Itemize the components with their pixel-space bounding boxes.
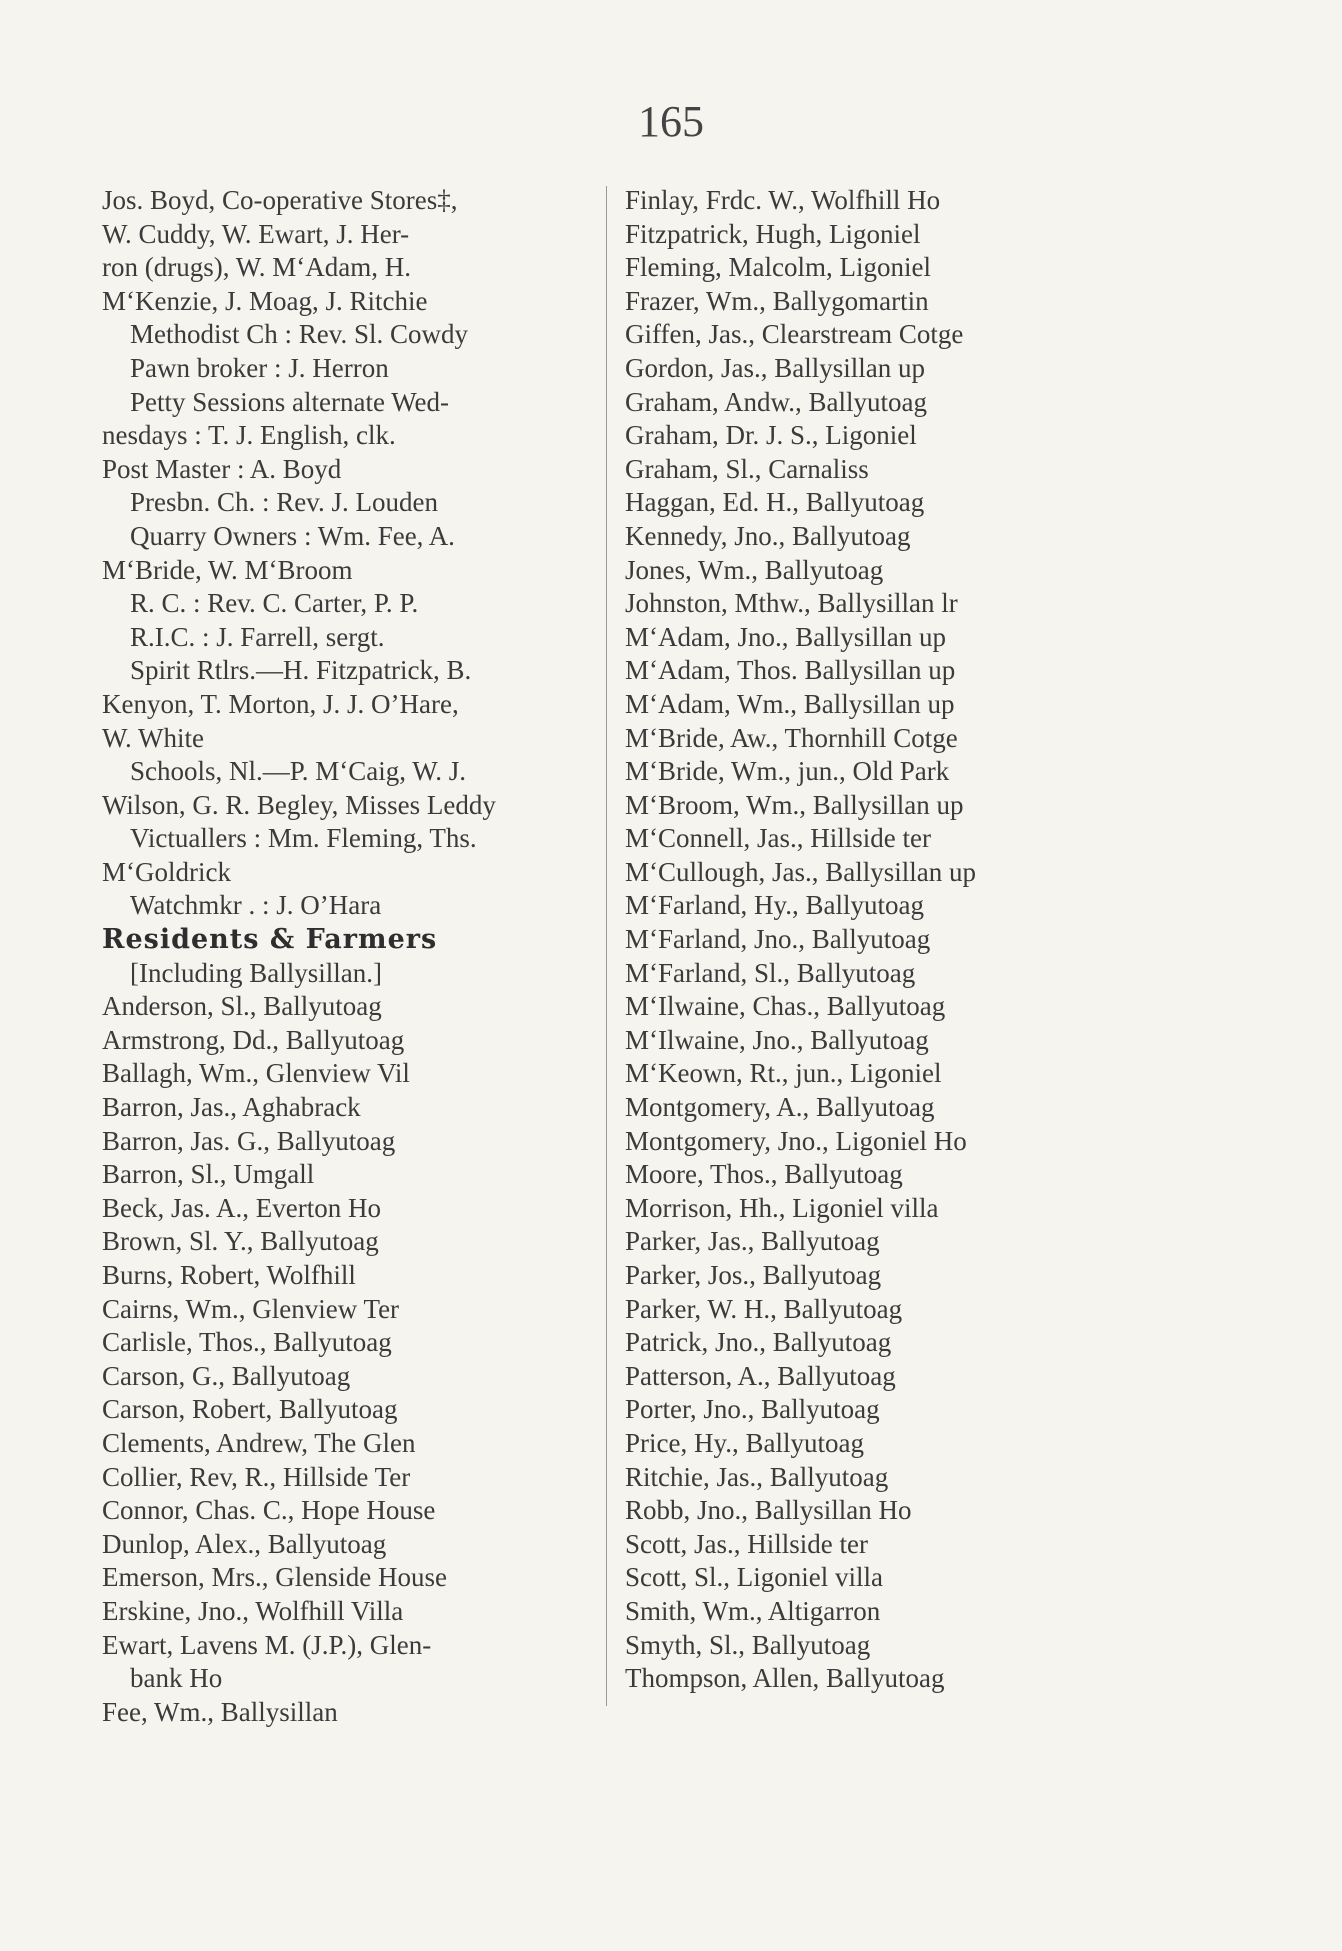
directory-entry-line: Spirit Rtlrs.—H. Fitzpatrick, B.: [130, 655, 472, 686]
directory-entry-line: Jos. Boyd, Co-operative Stores‡,: [102, 185, 458, 215]
resident-entry: Gordon, Jas., Ballysillan up: [625, 352, 925, 383]
directory-entry-line: ron (drugs), W. M‘Adam, H.: [102, 252, 411, 283]
resident-entry: Morrison, Hh., Ligoniel villa: [625, 1192, 939, 1223]
directory-entry-line: Petty Sessions alternate Wed-: [130, 386, 450, 417]
resident-entry: M‘Farland, Hy., Ballyutoag: [625, 890, 924, 921]
directory-entry-line: Kenyon, T. Morton, J. J. O’Hare,: [102, 688, 459, 719]
resident-entry: Moore, Thos., Ballyutoag: [625, 1159, 903, 1190]
resident-entry: Parker, Jos., Ballyutoag: [625, 1260, 882, 1290]
directory-entry-line: Barron, Jas. G., Ballyutoag: [102, 1125, 396, 1156]
directory-entry-line: Connor, Chas. C., Hope House: [102, 1495, 436, 1526]
directory-entry-line: R.I.C. : J. Farrell, sergt.: [130, 621, 385, 652]
resident-entry: Fleming, Malcolm, Ligoniel: [625, 252, 931, 283]
resident-entry: M‘Adam, Thos. Ballysillan up: [625, 655, 956, 686]
resident-entry: M‘Cullough, Jas., Ballysillan up: [625, 856, 976, 887]
resident-entry: M‘Ilwaine, Chas., Ballyutoag: [625, 991, 946, 1022]
directory-entry-line: W. White: [102, 722, 204, 753]
directory-entry-line: [Including Ballysillan.]: [130, 957, 382, 988]
resident-entry: Montgomery, Jno., Ligoniel Ho: [625, 1125, 967, 1156]
directory-entry-line: Burns, Robert, Wolfhill: [102, 1260, 356, 1290]
resident-entry: M‘Keown, Rt., jun., Ligoniel: [625, 1058, 942, 1089]
column-divider: [606, 186, 607, 1706]
directory-entry-line: Barron, Jas., Aghabrack: [102, 1092, 361, 1123]
directory-entry-line: Armstrong, Dd., Ballyutoag: [102, 1024, 405, 1055]
directory-entry-line: Emerson, Mrs., Glenside House: [102, 1562, 447, 1593]
left-column: [102, 184, 600, 1729]
directory-entry-line: Quarry Owners : Wm. Fee, A.: [130, 520, 455, 551]
directory-entry-line: Beck, Jas. A., Everton Ho: [102, 1192, 381, 1223]
directory-entry-line: Erskine, Jno., Wolfhill Villa: [102, 1595, 404, 1626]
resident-entry: Scott, Sl., Ligoniel villa: [625, 1562, 883, 1593]
directory-entry-line: Carson, Robert, Ballyutoag: [102, 1394, 398, 1425]
resident-entry: M‘Bride, Wm., jun., Old Park: [625, 756, 950, 787]
resident-entry: M‘Broom, Wm., Ballysillan up: [625, 789, 964, 820]
resident-entry: Frazer, Wm., Ballygomartin: [625, 285, 929, 316]
directory-entry-line: M‘Kenzie, J. Moag, J. Ritchie: [102, 285, 428, 316]
resident-entry: Fitzpatrick, Hugh, Ligoniel: [625, 218, 921, 249]
resident-entry: Parker, Jas., Ballyutoag: [625, 1226, 880, 1257]
resident-entry: M‘Farland, Sl., Ballyutoag: [625, 957, 916, 988]
resident-entry: Giffen, Jas., Clearstream Cotge: [625, 319, 964, 350]
resident-entry: Finlay, Frdc. W., Wolfhill Ho: [625, 185, 941, 215]
page-number: 165: [638, 97, 704, 146]
directory-entry-line: M‘Goldrick: [102, 856, 231, 887]
directory-entry-line: Carson, G., Ballyutoag: [102, 1360, 351, 1391]
resident-entry: Jones, Wm., Ballyutoag: [625, 554, 884, 585]
resident-entry: Patrick, Jno., Ballyutoag: [625, 1327, 892, 1358]
resident-entry: M‘Adam, Wm., Ballysillan up: [625, 688, 955, 719]
resident-entry: Porter, Jno., Ballyutoag: [625, 1394, 880, 1425]
directory-entry-line: Collier, Rev, R., Hillside Ter: [102, 1461, 411, 1492]
resident-entry: Johnston, Mthw., Ballysillan lr: [625, 588, 958, 619]
directory-entry-line: Presbn. Ch. : Rev. J. Louden: [130, 487, 438, 518]
resident-entry: M‘Adam, Jno., Ballysillan up: [625, 621, 946, 652]
resident-entry: Graham, Andw., Ballyutoag: [625, 386, 927, 417]
resident-entry: Montgomery, A., Ballyutoag: [625, 1092, 935, 1123]
resident-entry: M‘Connell, Jas., Hillside ter: [625, 823, 931, 854]
directory-entry-line: W. Cuddy, W. Ewart, J. Her-: [102, 218, 410, 249]
directory-entry-line: Schools, Nl.—P. M‘Caig, W. J.: [130, 756, 467, 787]
directory-entry-line: nesdays : T. J. English, clk.: [102, 420, 396, 451]
directory-entry-line: Cairns, Wm., Glenview Ter: [102, 1293, 400, 1324]
directory-entry-line: Carlisle, Thos., Ballyutoag: [102, 1327, 392, 1358]
resident-entry: M‘Ilwaine, Jno., Ballyutoag: [625, 1024, 929, 1055]
directory-entry-line: Pawn broker : J. Herron: [130, 352, 389, 383]
directory-entry-line: Post Master : A. Boyd: [102, 453, 342, 484]
resident-entry: Smyth, Sl., Ballyutoag: [625, 1629, 871, 1660]
directory-entry-line: Watchmkr . : J. O’Hara: [130, 890, 382, 921]
resident-entry: Ritchie, Jas., Ballyutoag: [625, 1461, 889, 1492]
directory-entry-line: Victuallers : Mm. Fleming, Ths.: [130, 823, 477, 854]
directory-entry-line: Wilson, G. R. Begley, Misses Leddy: [102, 789, 496, 820]
resident-entry: Kennedy, Jno., Ballyutoag: [625, 520, 911, 551]
directory-entry-line: Barron, Sl., Umgall: [102, 1159, 315, 1190]
directory-entry-line: Clements, Andrew, The Glen: [102, 1427, 416, 1458]
resident-entry: Robb, Jno., Ballysillan Ho: [625, 1495, 912, 1526]
resident-entry: Parker, W. H., Ballyutoag: [625, 1293, 903, 1324]
directory-entry-line: Methodist Ch : Rev. Sl. Cowdy: [130, 319, 469, 350]
directory-entry-line: M‘Bride, W. M‘Broom: [102, 554, 353, 585]
directory-entry-line: Anderson, Sl., Ballyutoag: [102, 991, 382, 1022]
resident-entry: Haggan, Ed. H., Ballyutoag: [625, 487, 925, 518]
directory-entry-line: Brown, Sl. Y., Ballyutoag: [102, 1226, 379, 1257]
right-column: [625, 184, 1095, 1696]
section-heading: Residents & Farmers: [102, 924, 438, 956]
directory-entry-line: bank Ho: [130, 1663, 223, 1694]
directory-entry-line: Ewart, Lavens M. (J.P.), Glen-: [102, 1629, 432, 1660]
directory-entry-line: Ballagh, Wm., Glenview Vil: [102, 1058, 410, 1089]
resident-entry: Price, Hy., Ballyutoag: [625, 1427, 864, 1458]
directory-entry-line: Dunlop, Alex., Ballyutoag: [102, 1528, 387, 1559]
resident-entry: Graham, Dr. J. S., Ligoniel: [625, 420, 917, 451]
resident-entry: Patterson, A., Ballyutoag: [625, 1360, 896, 1391]
directory-entry-line: Fee, Wm., Ballysillan: [102, 1696, 338, 1727]
resident-entry: Smith, Wm., Altigarron: [625, 1595, 881, 1626]
resident-entry: Thompson, Allen, Ballyutoag: [625, 1663, 945, 1694]
directory-entry-line: R. C. : Rev. C. Carter, P. P.: [130, 588, 419, 619]
resident-entry: Scott, Jas., Hillside ter: [625, 1528, 868, 1559]
resident-entry: Graham, Sl., Carnaliss: [625, 453, 869, 484]
resident-entry: M‘Bride, Aw., Thornhill Cotge: [625, 722, 958, 753]
resident-entry: M‘Farland, Jno., Ballyutoag: [625, 924, 931, 955]
